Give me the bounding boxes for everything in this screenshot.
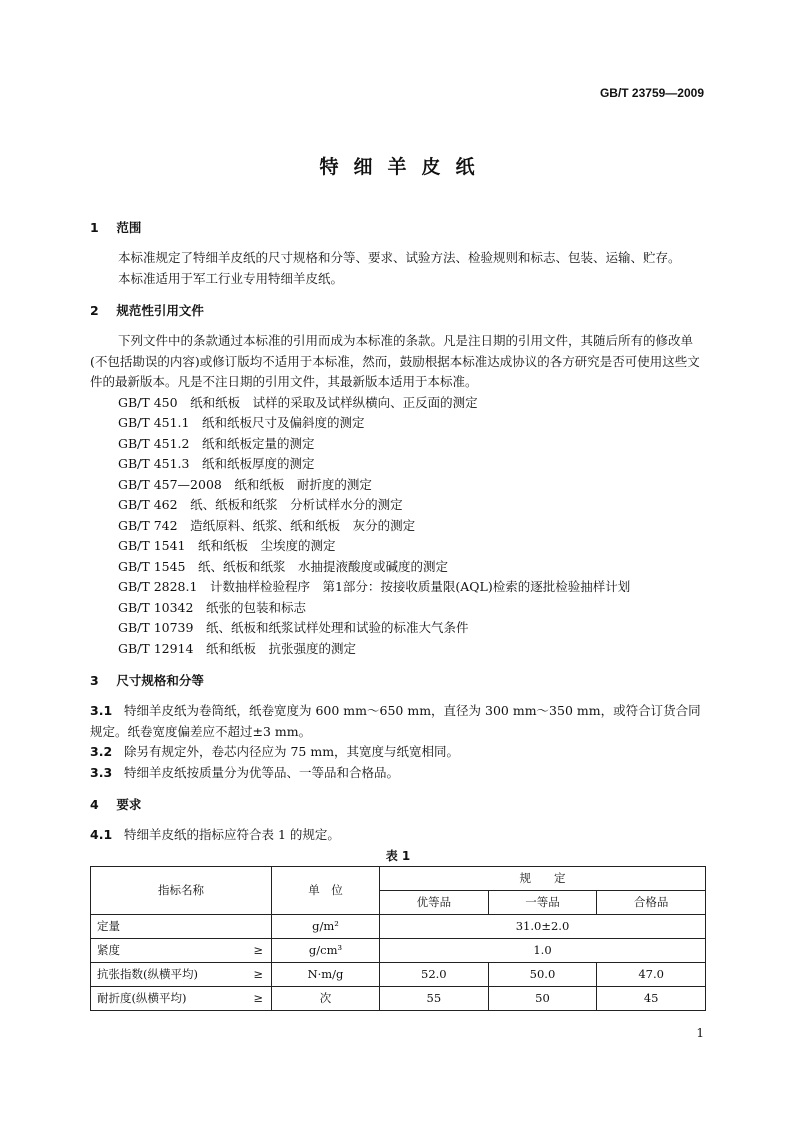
value-cell: 52.0	[380, 962, 489, 986]
clause-text: 特细羊皮纸的指标应符合表 1 的规定。	[124, 827, 340, 842]
unit-cell: 次	[272, 986, 380, 1010]
standard-code: GB/T 23759—2009	[599, 86, 704, 100]
indicator-name: 定量	[97, 919, 120, 933]
reference-code: GB/T 742	[118, 517, 178, 533]
reference-title: 计数抽样检验程序 第1部分：按接收质量限(AQL)检索的逐批检验抽样计划	[209, 579, 631, 594]
header-grade: 优等品	[380, 890, 489, 914]
value-cell: 55	[380, 986, 489, 1010]
clause-text: 特细羊皮纸按质量分为优等品、一等品和合格品。	[124, 764, 400, 780]
reference-code: GB/T 10342	[118, 599, 194, 615]
table-row	[91, 914, 706, 938]
unit-cell: g/m²	[272, 914, 380, 938]
document-body	[90, 218, 706, 1011]
reference-code: GB/T 451.3	[118, 456, 190, 471]
comparison-operator: ≥	[253, 966, 263, 981]
reference-title: 纸和纸板 尘埃度的测定	[198, 538, 336, 553]
reference-title: 纸和纸板厚度的测定	[202, 456, 315, 471]
section-number: 1	[90, 220, 99, 235]
reference-item	[90, 393, 706, 414]
reference-title: 纸和纸板 耐折度的测定	[234, 476, 372, 492]
scope-paragraph: 本标准适用于军工行业专用特细羊皮纸。	[118, 270, 344, 286]
indicator-name: 抗张指数(纵横平均)	[97, 967, 198, 981]
table-row	[91, 938, 706, 962]
section-2-heading	[90, 301, 706, 321]
references-intro: 下列文件中的条款通过本标准的引用而成为本标准的条款。凡是注日期的引用文件，其随后所有的修改单(不包括勘误的内容)或修订版均不适用于本标准，然而，鼓励根据本标准达成协议的各方研究是否可使用这些文件的最新版本。凡是不注日期的引用文件，其最新版本适用于本标准。	[90, 333, 700, 389]
indicator-name: 耐折度(纵横平均)	[97, 991, 187, 1005]
header-spec: 规 定	[380, 866, 706, 890]
reference-item	[90, 618, 706, 639]
reference-item	[90, 557, 706, 578]
reference-code: GB/T 451.2	[118, 435, 190, 451]
comparison-operator: ≥	[253, 942, 263, 957]
clause-text: 除另有规定外，卷芯内径应为 75 mm，其宽度与纸宽相同。	[124, 744, 460, 759]
indicator-cell	[91, 914, 272, 938]
clause-number: 3.2	[90, 744, 113, 759]
indicator-cell	[91, 986, 272, 1010]
reference-title: 纸和纸板尺寸及偏斜度的测定	[202, 415, 365, 430]
indicator-cell	[91, 938, 272, 962]
reference-item	[90, 413, 706, 434]
indicator-cell	[91, 962, 272, 986]
section-title: 要求	[116, 797, 142, 812]
reference-item	[90, 536, 706, 557]
unit-cell: g/cm³	[272, 938, 380, 962]
section-title: 尺寸规格和分等	[116, 673, 204, 688]
reference-item	[90, 577, 706, 598]
reference-item	[90, 434, 706, 455]
value-cell: 50.0	[488, 962, 597, 986]
section-4-heading	[90, 795, 706, 815]
reference-item	[90, 598, 706, 619]
value-cell: 45	[597, 986, 706, 1010]
reference-item	[90, 475, 706, 496]
reference-title: 纸、纸板和纸浆 分析试样水分的测定	[190, 497, 403, 512]
reference-code: GB/T 462	[118, 497, 178, 512]
reference-title: 纸、纸板和纸浆 水抽提液酸度或碱度的测定	[198, 558, 449, 574]
section-number: 2	[90, 303, 99, 318]
scope-paragraph: 本标准规定了特细羊皮纸的尺寸规格和分等、要求、试验方法、检验规则和标志、包装、运输、贮存。	[118, 250, 681, 265]
header-indicator: 指标名称	[91, 866, 272, 914]
reference-code: GB/T 1541	[118, 538, 186, 553]
requirements-table	[90, 866, 706, 1011]
reference-code: GB/T 450	[118, 394, 178, 410]
value-cell: 1.0	[380, 938, 706, 962]
clause-3-2	[90, 742, 706, 763]
table-row	[91, 986, 706, 1010]
reference-title: 纸张的包装和标志	[205, 599, 306, 615]
clause-number: 4.1	[90, 827, 113, 842]
table-row	[91, 962, 706, 986]
clause-number: 3.1	[90, 703, 113, 718]
table-caption: 表 1	[385, 848, 411, 863]
reference-item	[90, 639, 706, 660]
section-title: 范围	[116, 220, 142, 235]
page-number: 1	[696, 1026, 704, 1040]
unit-cell: N·m/g	[272, 962, 380, 986]
indicator-name: 紧度	[97, 943, 120, 957]
comparison-operator: ≥	[253, 990, 263, 1005]
section-number: 3	[90, 673, 99, 688]
reference-code: GB/T 451.1	[118, 415, 190, 430]
reference-title: 纸和纸板 抗张强度的测定	[205, 640, 356, 656]
section-number: 4	[90, 797, 99, 812]
section-1-heading	[90, 218, 706, 238]
reference-code: GB/T 10739	[118, 620, 194, 635]
reference-code: GB/T 12914	[118, 640, 194, 656]
reference-code: GB/T 457—2008	[118, 476, 222, 492]
reference-item	[90, 516, 706, 537]
header-unit: 单 位	[272, 866, 380, 914]
clause-3-1	[90, 701, 706, 742]
value-cell: 31.0±2.0	[380, 914, 706, 938]
document-title: 特细羊皮纸	[319, 156, 490, 178]
value-cell: 47.0	[597, 962, 706, 986]
header-grade: 合格品	[597, 890, 706, 914]
reference-code: GB/T 1545	[118, 558, 186, 574]
reference-title: 纸、纸板和纸浆试样处理和试验的标准大气条件	[205, 620, 469, 635]
reference-title: 纸和纸板 试样的采取及试样纵横向、正反面的测定	[190, 394, 478, 410]
header-grade: 一等品	[488, 890, 597, 914]
value-cell: 50	[488, 986, 597, 1010]
clause-4-1	[90, 825, 706, 846]
clause-3-3	[90, 763, 706, 784]
clause-text: 特细羊皮纸为卷筒纸，纸卷宽度为 600 mm～650 mm，直径为 300 mm～350 mm，或符合订货合同规定。纸卷宽度偏差应不超过±3 mm。	[90, 703, 701, 739]
clause-number: 3.3	[90, 764, 113, 780]
reference-title: 造纸原料、纸浆、纸和纸板 灰分的测定	[190, 517, 416, 533]
reference-item	[90, 495, 706, 516]
section-3-heading	[90, 671, 706, 691]
reference-item	[90, 454, 706, 475]
reference-title: 纸和纸板定量的测定	[202, 435, 315, 451]
section-title: 规范性引用文件	[116, 303, 204, 318]
reference-code: GB/T 2828.1	[118, 579, 198, 594]
table-header-row	[91, 866, 706, 890]
